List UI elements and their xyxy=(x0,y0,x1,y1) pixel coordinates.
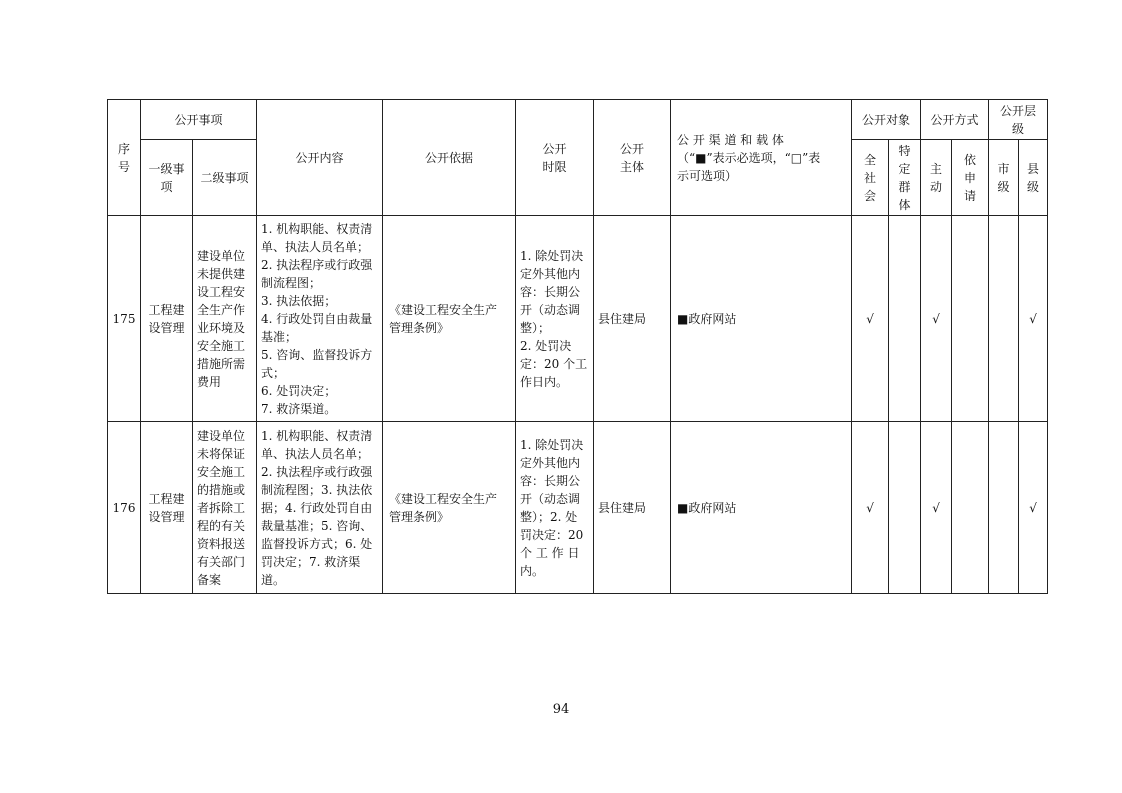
header-level-county: 县 级 xyxy=(1019,140,1048,216)
header-row-1 xyxy=(108,100,1048,140)
cell-channel: ■政府网站 xyxy=(671,216,852,422)
cell-level2: 建设单位 未将保证 安全施工 的措施或 者拆除工 程的有关 资料报送 有关部门 备案 xyxy=(193,422,257,594)
cell-time-limit: 1. 除处罚决 定外其他内 容：长期公 开（动态调 整）；2. 处 罚决定：20 个 工 作 日 内。 xyxy=(516,422,594,594)
header-level-group: 公开层 级 xyxy=(989,100,1048,140)
cell-target-specific xyxy=(889,422,921,594)
header-subject: 公开 主体 xyxy=(594,100,671,216)
header-basis: 公开依据 xyxy=(383,100,516,216)
header-seq: 序 号 xyxy=(108,100,141,216)
header-level2: 二级事项 xyxy=(193,140,257,216)
header-content: 公开内容 xyxy=(257,100,383,216)
cell-method-active: √ xyxy=(921,216,952,422)
cell-level1: 工程建 设管理 xyxy=(141,422,193,594)
cell-level-city xyxy=(989,422,1019,594)
header-level1: 一级事 项 xyxy=(141,140,193,216)
cell-level-city xyxy=(989,216,1019,422)
cell-method-active: √ xyxy=(921,422,952,594)
cell-subject: 县住建局 xyxy=(594,216,671,422)
header-level-city: 市 级 xyxy=(989,140,1019,216)
header-method-apply: 依 申 请 xyxy=(952,140,989,216)
header-target-group: 公开对象 xyxy=(852,100,921,140)
header-method-active: 主 动 xyxy=(921,140,952,216)
cell-seq: 176 xyxy=(108,422,141,594)
cell-time-limit: 1. 除处罚决 定外其他内 容：长期公 开（动态调 整）； 2. 处罚决 定：20 个工 作日内。 xyxy=(516,216,594,422)
cell-level1: 工程建 设管理 xyxy=(141,216,193,422)
cell-content: 1. 机构职能、权责清 单、执法人员名单； 2. 执法程序或行政强 制流程图； 3. 执法依据； 4. 行政处罚自由裁量 基准； 5. 咨询、监督投诉方 式； 6. 处罚决定； 7. 救济渠道。 xyxy=(257,216,383,422)
header-channel: 公 开 渠 道 和 载 体 （“■”表示必选项，“□”表 示可选项） xyxy=(671,100,852,216)
cell-content: 1. 机构职能、权责清 单、执法人员名单； 2. 执法程序或行政强 制流程图；3. 执法依 据；4. 行政处罚自由 裁量基准；5. 咨询、 监督投诉方式；6. 处 罚决定；7. 救济渠道。 xyxy=(257,422,383,594)
cell-level-county: √ xyxy=(1019,422,1048,594)
cell-basis: 《建设工程安全生产 管理条例》 xyxy=(383,422,516,594)
cell-method-apply xyxy=(952,422,989,594)
header-item-group: 公开事项 xyxy=(141,100,257,140)
header-time-limit: 公开 时限 xyxy=(516,100,594,216)
header-target-specific: 特 定 群 体 xyxy=(889,140,921,216)
cell-basis: 《建设工程安全生产 管理条例》 xyxy=(383,216,516,422)
cell-level2: 建设单位 未提供建 设工程安 全生产作 业环境及 安全施工 措施所需 费用 xyxy=(193,216,257,422)
cell-level-county: √ xyxy=(1019,216,1048,422)
cell-target-all: √ xyxy=(852,216,889,422)
cell-seq: 175 xyxy=(108,216,141,422)
cell-method-apply xyxy=(952,216,989,422)
cell-channel: ■政府网站 xyxy=(671,422,852,594)
header-target-all: 全 社 会 xyxy=(852,140,889,216)
header-method-group: 公开方式 xyxy=(921,100,989,140)
table-row xyxy=(108,422,1048,594)
disclosure-table xyxy=(107,99,1048,594)
cell-subject: 县住建局 xyxy=(594,422,671,594)
table-row xyxy=(108,216,1048,422)
cell-target-all: √ xyxy=(852,422,889,594)
cell-target-specific xyxy=(889,216,921,422)
page-number: 94 xyxy=(552,702,570,717)
